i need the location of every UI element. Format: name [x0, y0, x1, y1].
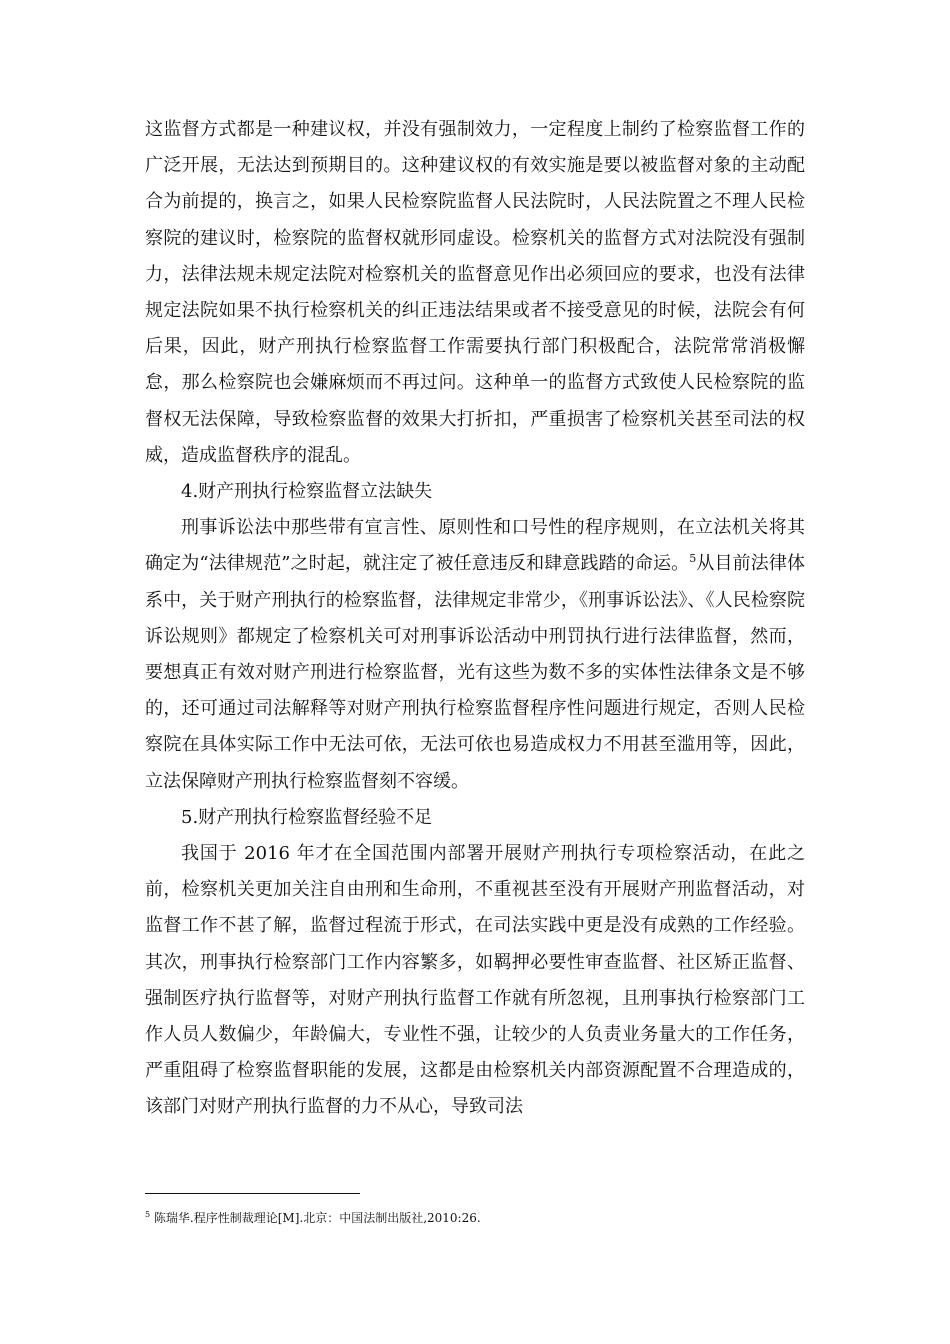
- body-text: [145, 112, 805, 1126]
- paragraph-legislation-part-a: 刑事诉讼法中那些带有宣言性、原则性和口号性的程序规则，在立法机关将其确定为“法律规范”之时起，就注定了被任意违反和肆意践踏的命运。: [145, 517, 805, 575]
- paragraph-experience: 我国于 2016 年才在全国范围内部署开展财产刑执行专项检察活动，在此之前，检察机关更加关注自由刑和生命刑，不重视甚至没有开展财产刑监督活动，对监督工作不甚了解，监督过程流于形式，在司法实践中更是没有成熟的工作经验。其次，刑事执行检察部门工作内容繁多，如羁押必要性审查监督、社区矫正监督、强制医疗执行监督等，对财产刑执行监督工作就有所忽视，且刑事执行检察部门工作人员人数偏少，年龄偏大，专业性不强，让较少的人负责业务量大的工作任务，严重阻碍了检察监督职能的发展，这都是由检察机关内部资源配置不合理造成的，该部门对财产刑执行监督的力不从心，导致司法: [145, 843, 805, 1118]
- section-heading-5: 5.财产刑执行检察监督经验不足: [181, 806, 433, 828]
- footnote: [145, 1209, 805, 1227]
- paragraph-continued: 这监督方式都是一种建议权，并没有强制效力，一定程度上制约了检察监督工作的广泛开展，无法达到预期目的。这种建议权的有效实施是要以被监督对象的主动配合为前提的，换言之，如果人民检察院监督人民法院时，人民法院置之不理人民检察院的建议时，检察院的监督权就形同虚设。检察机关的监督方式对法院没有强制力，法律法规未规定法院对检察机关的监督意见作出必须回应的要求，也没有法律规定法院如果不执行检察机关的纠正违法结果或者不接受意见的时候，法院会有何后果，因此，财产刑执行检察监督工作需要执行部门积极配合，法院常常消极懈怠，那么检察院也会嫌麻烦而不再过问。这种单一的监督方式致使人民检察院的监督权无法保障，导致检察监督的效果大打折扣，严重损害了检察机关甚至司法的权威，造成监督秩序的混乱。: [145, 119, 805, 466]
- footnote-divider: [145, 1193, 360, 1194]
- footnote-reference[interactable]: 5: [689, 552, 697, 566]
- footnote-text: 陈瑞华.程序性制裁理论[M].北京：中国法制出版社,2010:26.: [153, 1211, 481, 1225]
- footnote-marker: 5: [145, 1210, 151, 1219]
- section-heading-4: 4.财产刑执行检察监督立法缺失: [181, 481, 433, 503]
- paragraph-legislation: [145, 510, 805, 800]
- paragraph-legislation-part-b: 从目前法律体系中，关于财产刑执行的检察监督，法律规定非常少，《刑事诉讼法》、《人民检察院诉讼规则》都规定了检察机关可对刑事诉讼活动中刑罚执行进行法律监督，然而，要想真正有效对财产刑进行检察监督，光有这些为数不多的实体性法律条文是不够的，还可通过司法解释等对财产刑执行检察监督程序性问题进行规定，否则人民检察院在具体实际工作中无法可依，无法可依也易造成权力不用甚至滥用等，因此，立法保障财产刑执行检察监督刻不容缓。: [145, 553, 805, 792]
